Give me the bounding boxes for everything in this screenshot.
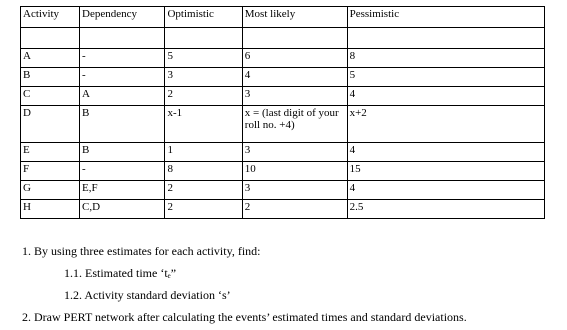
cell-pessimistic: 5 — [347, 68, 544, 87]
header-optimistic: Optimistic — [165, 7, 242, 28]
cell-optimistic: 2 — [165, 87, 242, 106]
table-row — [21, 200, 545, 219]
header-pessimistic: Pessimistic — [347, 7, 544, 28]
cell-activity: G — [21, 181, 80, 200]
cell-optimistic: 5 — [165, 49, 242, 68]
table-row — [21, 49, 545, 68]
cell-dependency: - — [80, 162, 165, 181]
cell-most-likely: 6 — [242, 49, 347, 68]
cell-optimistic: 2 — [165, 200, 242, 219]
cell-dependency: A — [80, 87, 165, 106]
cell-pessimistic: 2.5 — [347, 200, 544, 219]
table-row — [21, 87, 545, 106]
header-activity: Activity — [21, 7, 80, 28]
cell-pessimistic: 15 — [347, 162, 544, 181]
cell-activity: A — [21, 49, 80, 68]
cell-activity: C — [21, 87, 80, 106]
cell-dependency: C,D — [80, 200, 165, 219]
table-header-row — [21, 7, 545, 28]
cell-pessimistic: 8 — [347, 49, 544, 68]
cell-pessimistic: 4 — [347, 87, 544, 106]
table-row — [21, 106, 545, 143]
cell-optimistic: 8 — [165, 162, 242, 181]
cell-dependency: E,F — [80, 181, 165, 200]
cell-most-likely: 3 — [242, 181, 347, 200]
table-row — [21, 143, 545, 162]
cell-most-likely: 3 — [242, 143, 347, 162]
cell-optimistic: x-1 — [165, 106, 242, 143]
cell-optimistic: 3 — [165, 68, 242, 87]
table-row — [21, 181, 545, 200]
cell-most-likely: 2 — [242, 200, 347, 219]
header-most-likely: Most likely — [242, 7, 347, 28]
cell-most-likely: 4 — [242, 68, 347, 87]
cell-pessimistic: x+2 — [347, 106, 544, 143]
question-1-2: 1.2. Activity standard deviation ‘s’ — [64, 288, 231, 302]
pert-activity-table — [20, 6, 545, 219]
cell-most-likely: 3 — [242, 87, 347, 106]
cell-dependency: - — [80, 68, 165, 87]
cell-pessimistic: 4 — [347, 143, 544, 162]
cell-activity: E — [21, 143, 80, 162]
cell-activity: H — [21, 200, 80, 219]
header-dependency: Dependency — [80, 7, 165, 28]
cell-activity: F — [21, 162, 80, 181]
cell-dependency: B — [80, 106, 165, 143]
table-row — [21, 68, 545, 87]
cell-dependency: - — [80, 49, 165, 68]
cell-activity: D — [21, 106, 80, 143]
cell-dependency: B — [80, 143, 165, 162]
cell-optimistic: 2 — [165, 181, 242, 200]
cell-activity: B — [21, 68, 80, 87]
cell-optimistic: 1 — [165, 143, 242, 162]
table-empty-row — [21, 28, 545, 49]
cell-most-likely: x = (last digit of your roll no. +4) — [242, 106, 347, 143]
cell-pessimistic: 4 — [347, 181, 544, 200]
question-1-1: 1.1. Estimated time ‘tₑ” — [64, 266, 177, 280]
cell-most-likely: 10 — [242, 162, 347, 181]
question-2: 2. Draw PERT network after calculating the events’ estimated times and standard deviations. — [22, 310, 467, 324]
table-row — [21, 162, 545, 181]
question-list — [22, 240, 562, 328]
question-1: 1. By using three estimates for each activity, find: — [22, 244, 261, 258]
